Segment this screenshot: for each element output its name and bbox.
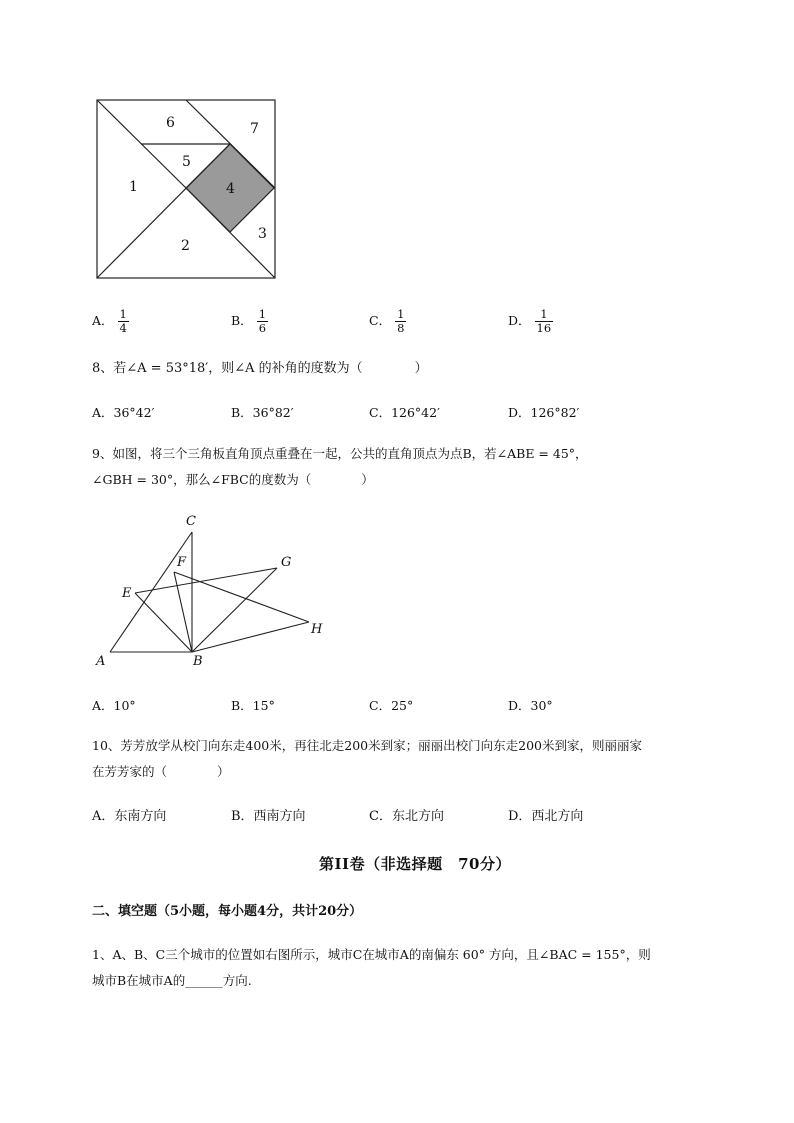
q8-option-c: C．126°42′ xyxy=(369,405,440,420)
q9-label-a: A xyxy=(96,654,106,669)
q7-option-c: C． $\frac{1}{8}$ xyxy=(369,307,405,335)
q9-option-a: A．10° xyxy=(92,698,136,713)
tangram-label-1: 1 xyxy=(129,179,138,195)
q9-option-d: D．30° xyxy=(508,698,553,713)
q9-label-c: C xyxy=(186,514,196,529)
tangram-label-3: 3 xyxy=(258,226,267,242)
tangram-label-2: 2 xyxy=(181,238,190,254)
q9-figure xyxy=(92,510,332,670)
q9-option-b: B．15° xyxy=(231,698,275,713)
q8-option-a: A．36°42′ xyxy=(92,405,155,420)
q9-option-c: C．25° xyxy=(369,698,414,713)
q9-label-e: E xyxy=(122,586,132,601)
tangram-label-7: 7 xyxy=(250,121,259,137)
fill1-line2: 城市B在城市A的______方向. xyxy=(92,973,252,988)
q8-option-b: B．36°82′ xyxy=(231,405,294,420)
section2-heading: 二、填空题（5小题，每小题4分，共计20分） xyxy=(92,904,363,919)
q9-label-h: H xyxy=(311,622,323,637)
tangram-label-4: 4 xyxy=(226,181,235,197)
q9-stem-line2: ∠GBH = 30°，那么∠FBC的度数为（ ） xyxy=(92,472,374,487)
q7-option-d: D． $\frac{1}{16}$ xyxy=(508,307,552,335)
q10-option-d: D．西北方向 xyxy=(508,809,584,824)
part2-title: 第II卷（非选择题 70分） xyxy=(319,855,511,873)
q7-option-b: B． $\frac{1}{6}$ xyxy=(231,307,267,335)
q8-option-d: D．126°82′ xyxy=(508,405,580,420)
q7-option-a: A． $\frac{1}{4}$ xyxy=(92,307,127,335)
tangram-label-5: 5 xyxy=(182,154,191,170)
fill1-line1: 1、A、B、C三个城市的位置如右图所示，城市C在城市A的南偏东 60° 方向，且∠BAC = 155°，则 xyxy=(92,947,651,962)
q10-option-c: C．东北方向 xyxy=(369,809,444,824)
q9-label-g: G xyxy=(281,555,292,570)
tangram-figure xyxy=(96,99,278,281)
q10-option-a: A．东南方向 xyxy=(92,809,167,824)
q9-label-f: F xyxy=(177,555,187,570)
q10-stem-line1: 10、芳芳放学从校门向东走400米，再往北走200米到家；丽丽出校门向东走200米到家，则丽丽家 xyxy=(92,738,642,753)
q10-option-b: B．西南方向 xyxy=(231,809,306,824)
q8-stem: 8、若∠A = 53°18′，则∠A 的补角的度数为（ ） xyxy=(92,361,428,376)
q10-stem-line2: 在芳芳家的（ ） xyxy=(92,764,230,779)
tangram-label-6: 6 xyxy=(166,115,175,131)
q9-label-b: B xyxy=(193,654,203,669)
q9-stem-line1: 9、如图，将三个三角板直角顶点重叠在一起，公共的直角顶点为点B，若∠ABE = 45°， xyxy=(92,446,588,461)
